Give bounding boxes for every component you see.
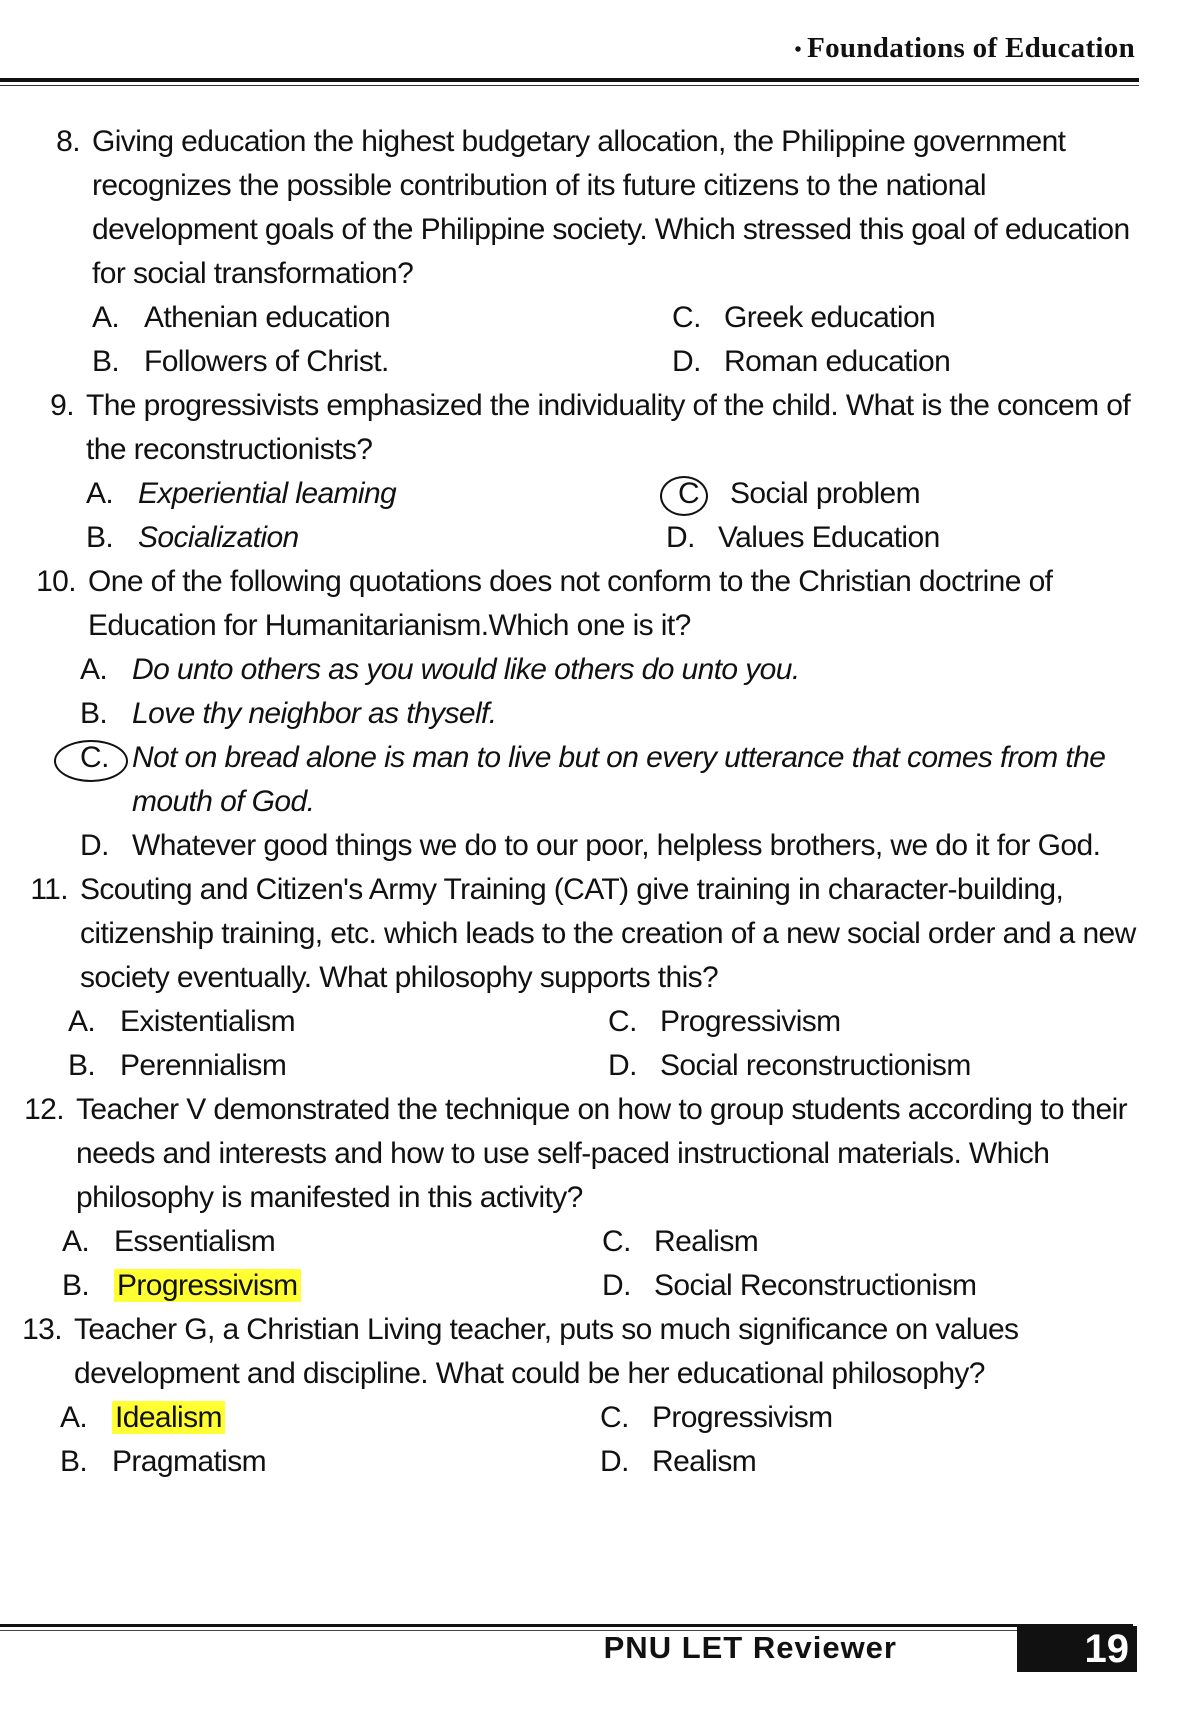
option-d: D. Realism bbox=[600, 1445, 757, 1478]
question-stem: The progressivists emphasized the individuality of the child. What is the concem of the reconstructionists? bbox=[86, 389, 1131, 466]
question-stem: One of the following quotations does not conform to the Christian doctrine of Education for Humanitarianism.Which one is it? bbox=[88, 565, 1053, 642]
option-a: A. Existentialism bbox=[68, 1005, 295, 1038]
header-rule-thin bbox=[0, 85, 1139, 86]
question-9 bbox=[24, 384, 1146, 560]
option-b-highlighted: B. Progressivism bbox=[62, 1264, 602, 1308]
question-stem: Scouting and Citizen's Army Training (CAT) give training in character-building, citizenship training, etc. which leads to the creation of a new social order and a new society eventually. What philosophy supports this? bbox=[80, 873, 1136, 994]
answer-highlight: Progressivism bbox=[114, 1269, 301, 1302]
option-a: A. Experiential leaming bbox=[86, 477, 397, 510]
question-list bbox=[0, 120, 1197, 1484]
question-11 bbox=[8, 868, 1146, 1088]
answer-highlight: Idealism bbox=[112, 1401, 225, 1434]
option-c: C. Realism bbox=[602, 1225, 759, 1258]
option-b: B. Socialization bbox=[86, 521, 299, 554]
question-number: 8. bbox=[56, 125, 80, 158]
option-c-circled: C. Not on bread alone is man to live but on every utterance that comes from the mouth of God. bbox=[80, 736, 1146, 824]
answer-circle bbox=[54, 740, 128, 782]
option-c-circled: C Social problem bbox=[666, 472, 1126, 516]
option-a: A. Athenian education bbox=[92, 301, 391, 334]
footer-book-title: PNU LET Reviewer bbox=[603, 1630, 897, 1665]
option-b: B. Followers of Christ. bbox=[92, 345, 389, 378]
option-c: C. Greek education bbox=[672, 301, 936, 334]
running-header: • Foundations of Education bbox=[794, 32, 1135, 65]
question-number: 13. bbox=[22, 1313, 62, 1346]
option-b: B. Perennialism bbox=[68, 1049, 287, 1082]
option-c: C. Progressivism bbox=[608, 1005, 841, 1038]
question-number: 12. bbox=[24, 1093, 64, 1126]
option-a: A. Essentialism bbox=[62, 1225, 276, 1258]
option-d: D. Social Reconstructionism bbox=[602, 1269, 977, 1302]
question-stem: Teacher V demonstrated the technique on how to group students according to their needs and interests and how to use self-paced instructional materials. Which philosophy is manifested in this activity? bbox=[76, 1093, 1128, 1214]
option-a: A. Do unto others as you would like others do unto you. bbox=[80, 653, 800, 686]
question-10 bbox=[16, 560, 1146, 868]
option-b: B. Love thy neighbor as thyself. bbox=[80, 697, 497, 730]
question-8 bbox=[30, 120, 1140, 384]
option-d: D. Social reconstructionism bbox=[608, 1049, 971, 1082]
footer-rule-thin bbox=[0, 1630, 1133, 1631]
option-d: D. Whatever good things we do to our poor, helpless brothers, we do it for God. bbox=[80, 829, 1101, 862]
question-12 bbox=[4, 1088, 1144, 1308]
answer-circle bbox=[660, 476, 708, 516]
option-d: D. Values Education bbox=[666, 521, 940, 554]
question-stem: Giving education the highest budgetary allocation, the Philippine government recognizes the possible contribution of its future citizens to the national development goals of the Philippine society. Which stressed this goal of education for social transformation? bbox=[92, 125, 1130, 290]
option-d: D. Roman education bbox=[672, 345, 951, 378]
question-number: 11. bbox=[30, 873, 68, 906]
question-number: 9. bbox=[50, 389, 74, 422]
option-a-highlighted: A. Idealism bbox=[60, 1396, 600, 1440]
question-number: 10. bbox=[36, 565, 76, 598]
question-13 bbox=[2, 1308, 1146, 1484]
question-stem: Teacher G, a Christian Living teacher, puts so much significance on values development and discipline. What could be her educational philosophy? bbox=[74, 1313, 1019, 1390]
header-rule bbox=[0, 78, 1139, 82]
footer-rule bbox=[0, 1624, 1133, 1627]
option-c: C. Progressivism bbox=[600, 1401, 833, 1434]
page-number: 19 bbox=[1017, 1626, 1137, 1672]
option-b: B. Pragmatism bbox=[60, 1445, 267, 1478]
